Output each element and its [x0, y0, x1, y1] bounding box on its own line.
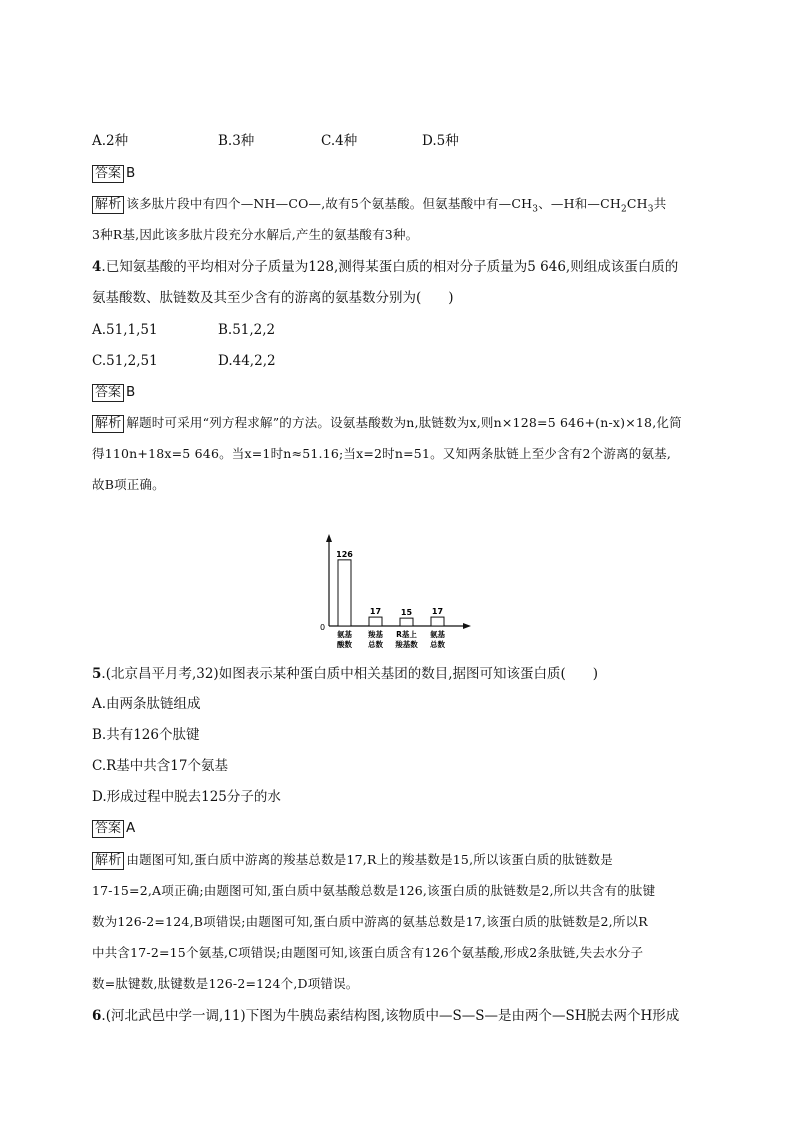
q4-explanation-line-2: 得110n+18x=5 646。当x=1时n≈51.16;当x=2时n=51。又知两条肽链上至少含有2个游离的氨基,	[92, 446, 672, 461]
q5-explanation-line-2: 17-15=2,A项正确;由题图可知,蛋白质中氨基酸总数是126,该蛋白质的肽链数是2,所以共含有的肽键	[92, 883, 656, 898]
explain-text: 该多肽片段中有四个—NH—CO—,故有5个氨基酸。但氨基酸中有—CH	[126, 196, 533, 211]
explain-tag: 解析	[92, 196, 124, 214]
q5-explanation-line-4: 中共含17-2=15个氨基,C项错误;由题图可知,该蛋白质含有126个氨基酸,形成2条肽链,失去水分子	[92, 945, 644, 960]
question-number: 5	[92, 666, 102, 682]
question-number: 4	[92, 259, 102, 275]
q5-explanation-line-5: 数=肽键数,肽键数是126-2=124个,D项错误。	[92, 976, 359, 991]
chart-value-label: 126	[336, 549, 353, 559]
answer-tag: 答案	[92, 820, 124, 838]
q3-option-a: A.2种	[92, 133, 129, 149]
explain-tag: 解析	[92, 852, 124, 870]
q3-option-c: C.4种	[321, 133, 358, 149]
q4-stem-line-2: 氨基酸数、肽链数及其至少含有的游离的氨基数分别为( )	[92, 290, 454, 306]
q6-stem	[92, 1006, 679, 1026]
q4-answer	[92, 382, 135, 402]
q3-answer	[92, 163, 135, 183]
q3-explanation-line-1	[92, 194, 666, 220]
q5-stem	[92, 664, 598, 684]
explain-text: 共	[653, 196, 667, 211]
q6-stem-text: .(河北武邑中学一调,11)下图为牛胰岛素结构图,该物质中—S—S—是由两个—SH脱去两个H形成	[101, 1008, 680, 1024]
y-axis-arrow-icon	[326, 534, 332, 542]
explain-text: 解题时可采用“列方程求解”的方法。设氨基酸数为n,肽链数为x,则n×128=5 646+(n-x)×18,化简	[126, 415, 682, 430]
answer-tag: 答案	[92, 384, 124, 402]
answer-value: B	[126, 384, 136, 400]
chart-category-label: 总数	[368, 640, 383, 649]
chart-category-label: 酸数	[337, 640, 352, 649]
subscript: 2	[620, 204, 627, 215]
chart-bar	[400, 618, 413, 626]
explain-text: 由题图可知,蛋白质中游离的羧基总数是17,R上的羧基数是15,所以该蛋白质的肽链数是	[126, 852, 613, 867]
q5-option-a: A.由两条肽链组成	[92, 696, 201, 712]
bar-chart	[315, 530, 475, 660]
q5-explanation-line-3: 数为126-2=124,B项错误;由题图可知,蛋白质中游离的氨基总数是17,该蛋白质的肽链数是2,所以R	[92, 914, 648, 929]
explain-text: CH	[626, 196, 648, 211]
q5-answer	[92, 818, 135, 838]
x-axis-arrow-icon	[463, 623, 471, 629]
q4-stem-line-1	[92, 257, 678, 277]
chart-category-label: 羧基	[368, 630, 383, 639]
q5-option-b: B.共有126个肽键	[92, 727, 200, 743]
q5-explanation-line-1	[92, 850, 613, 870]
origin-label: 0	[320, 623, 326, 632]
q4-option-d: D.44,2,2	[218, 353, 276, 369]
q3-option-d: D.5种	[422, 133, 459, 149]
q4-option-c: C.51,2,51	[92, 353, 158, 369]
answer-value: A	[126, 820, 136, 836]
chart-bar	[431, 617, 444, 626]
subscript: 3	[532, 204, 539, 215]
chart-value-label: 15	[400, 608, 413, 618]
q3-explanation-line-2: 3种R基,因此该多肽片段充分水解后,产生的氨基酸有3种。	[92, 227, 419, 242]
q5-option-d: D.形成过程中脱去125分子的水	[92, 789, 281, 805]
chart-category-label: 氨基	[337, 630, 352, 639]
q4-option-b: B.51,2,2	[218, 322, 276, 338]
q5-stem-text: .(北京昌平月考,32)如图表示某种蛋白质中相关基团的数目,据图可知该蛋白质( )	[101, 666, 599, 682]
chart-value-label: 17	[431, 607, 444, 617]
q4-explanation-line-1	[92, 413, 682, 433]
chart-category-label: 羧基数	[395, 640, 418, 649]
chart-category-label: 氨基	[430, 630, 445, 639]
q4-option-a: A.51,1,51	[92, 322, 158, 338]
q4-explanation-line-3: 故B项正确。	[92, 477, 165, 492]
answer-value: B	[126, 165, 136, 181]
explain-tag: 解析	[92, 415, 124, 433]
chart-category-label: 总数	[430, 640, 445, 649]
q3-option-b: B.3种	[218, 133, 255, 149]
q4-stem-text: .已知氨基酸的平均相对分子质量为128,测得某蛋白质的相对分子质量为5 646,则组成该蛋白质的	[101, 259, 679, 275]
explain-text: 、—H和—CH	[538, 196, 621, 211]
answer-tag: 答案	[92, 165, 124, 183]
chart-category-label: R基上	[396, 630, 417, 639]
subscript: 3	[647, 204, 654, 215]
question-number: 6	[92, 1008, 102, 1024]
q5-option-c: C.R基中共含17个氨基	[92, 758, 228, 774]
chart-value-label: 17	[369, 607, 382, 617]
chart-bar	[338, 560, 351, 626]
chart-bar	[369, 617, 382, 626]
